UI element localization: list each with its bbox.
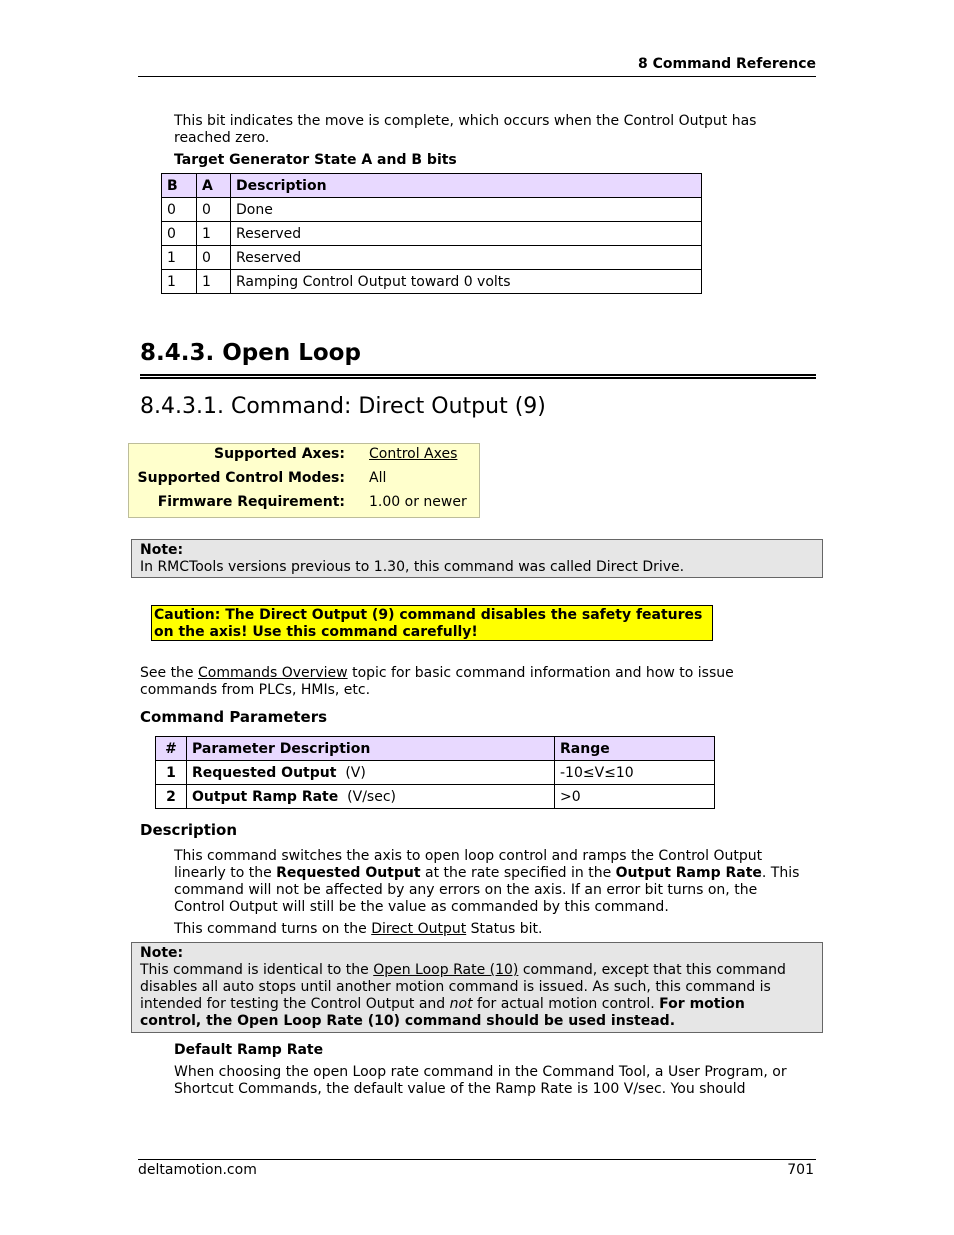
caution-line: Caution: The Direct Output (9) command disables the safety features [154, 607, 703, 623]
axes-value: 1.00 or newer [369, 494, 467, 510]
cell-b: 0 [162, 198, 197, 222]
table-header-row [156, 737, 715, 761]
col-description-header: Description [231, 174, 702, 198]
cell-b: 0 [162, 222, 197, 246]
ramp-line: When choosing the open Loop rate command in the Command Tool, a User Program, or [174, 1064, 787, 1080]
param-unit: (V) [345, 764, 366, 781]
axes-label: Firmware Requirement: [157, 494, 345, 510]
supported-axes-box [128, 443, 480, 518]
note-box [131, 942, 823, 1033]
cell-description: Ramping Control Output toward 0 volts [231, 270, 702, 294]
see-text: topic for basic command information and how to issue [347, 665, 734, 681]
axes-label: Supported Control Modes: [137, 470, 345, 486]
page-header [138, 56, 816, 77]
ramp-line: Shortcut Commands, the default value of the Ramp Rate is 100 V/sec. You should [174, 1081, 746, 1097]
ramp-paragraph [174, 1064, 814, 1098]
table-row [162, 246, 702, 270]
open-loop-rate-link[interactable]: Open Loop Rate (10) [373, 962, 519, 978]
cell-a: 1 [197, 222, 231, 246]
table-row [156, 785, 715, 809]
table-row [162, 198, 702, 222]
table-header-row [162, 174, 702, 198]
axes-row [129, 494, 479, 518]
subsection-heading: 8.4.3.1. Command: Direct Output (9) [140, 394, 546, 419]
commands-overview-link[interactable]: Commands Overview [198, 665, 348, 681]
param-unit: (V/sec) [347, 788, 396, 805]
table-row [156, 761, 715, 785]
description-line: linearly to the Requested Output at the rate specified in the Output Ramp Rate. This [174, 865, 800, 881]
description-line: Control Output will still be the value as commanded by this command. [174, 899, 669, 915]
axes-row [129, 446, 479, 470]
axes-row [129, 470, 479, 494]
cell-b: 1 [162, 246, 197, 270]
see-text: commands from PLCs, HMIs, etc. [140, 682, 371, 698]
caution-box [151, 605, 713, 641]
control-axes-link[interactable]: Control Axes [369, 446, 458, 462]
param-name: Output Ramp Rate [192, 788, 339, 805]
col-param-header: Parameter Description [187, 737, 555, 761]
cell-range: >0 [555, 785, 715, 809]
header-title: 8 Command Reference [637, 56, 816, 72]
note-line: intended for testing the Control Output and not for actual motion control. For motion [140, 996, 745, 1012]
col-range-header: Range [555, 737, 715, 761]
col-num-header: # [156, 737, 187, 761]
intro-text: This bit indicates the move is complete, which occurs when the Control Output has reached zero. [174, 113, 757, 146]
ramp-heading: Default Ramp Rate [174, 1042, 324, 1058]
see-text: See the [140, 665, 198, 681]
cell-range: -10≤V≤10 [555, 761, 715, 785]
footer-site: deltamotion.com [138, 1162, 257, 1178]
col-a-header: A [197, 174, 231, 198]
note-line: This command is identical to the Open Loop Rate (10) command, except that this command [140, 962, 786, 978]
cell-a: 1 [197, 270, 231, 294]
cell-b: 1 [162, 270, 197, 294]
cell-a: 0 [197, 246, 231, 270]
cell-a: 0 [197, 198, 231, 222]
page-number: 701 [787, 1162, 814, 1178]
note-title: Note: [140, 945, 184, 961]
note-title: Note: [140, 542, 184, 558]
cell-description: Done [231, 198, 702, 222]
see-paragraph [140, 665, 800, 699]
description-line: command will not be affected by any errors on the axis. If an error bit turns on, the [174, 882, 758, 898]
state-table [161, 173, 702, 294]
description-heading: Description [140, 821, 238, 839]
page-footer [138, 1159, 816, 1178]
cell-num: 2 [156, 785, 187, 809]
description-line: This command switches the axis to open loop control and ramps the Control Output [174, 848, 763, 864]
note-line: control, the Open Loop Rate (10) command should be used instead. [140, 1013, 676, 1029]
cell-description: Reserved [231, 246, 702, 270]
axes-value: All [369, 470, 387, 486]
param-name: Requested Output [192, 764, 337, 781]
description-paragraph [174, 848, 814, 916]
cell-param [187, 761, 555, 785]
params-heading: Command Parameters [140, 708, 328, 726]
section-heading: 8.4.3. Open Loop [140, 340, 816, 379]
note-box [131, 539, 823, 578]
table-row [162, 222, 702, 246]
table-row [162, 270, 702, 294]
status-line: This command turns on the Direct Output Status bit. [174, 921, 543, 937]
col-b-header: B [162, 174, 197, 198]
cell-param [187, 785, 555, 809]
note-text: In RMCTools versions previous to 1.30, this command was called Direct Drive. [140, 559, 685, 575]
note-line: disables all auto stops until another motion command is issued. As such, this command is [140, 979, 771, 995]
direct-output-link[interactable]: Direct Output [371, 921, 467, 937]
axes-label: Supported Axes: [214, 446, 345, 462]
table-title: Target Generator State A and B bits [174, 152, 457, 168]
cell-num: 1 [156, 761, 187, 785]
params-table [155, 736, 715, 809]
caution-line: on the axis! Use this command carefully! [154, 624, 478, 640]
cell-description: Reserved [231, 222, 702, 246]
